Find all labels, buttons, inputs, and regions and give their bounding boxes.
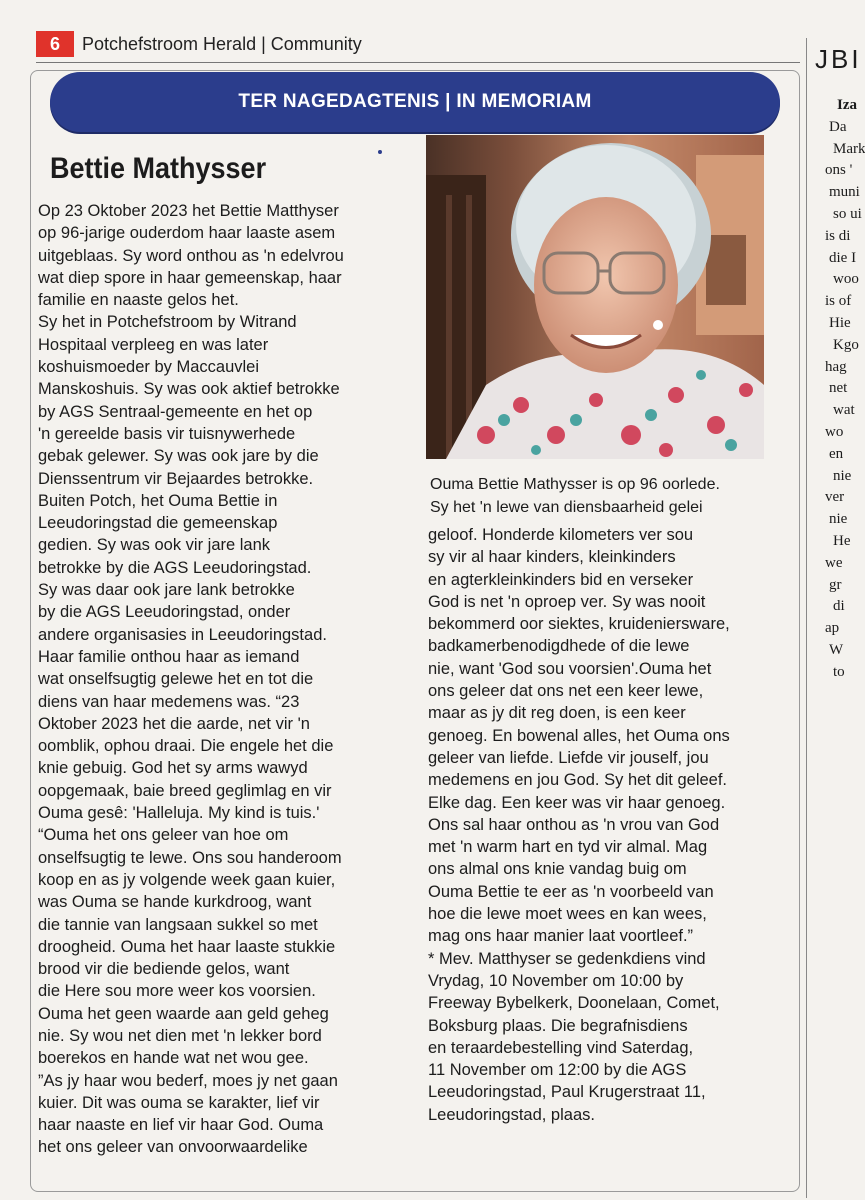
article-text-line: by AGS Sentraal-gemeente en het op: [38, 402, 313, 421]
article-text-line: wat onselfsugtig gelewe het en tot die: [38, 670, 314, 689]
article-text-line: bekommerd oor siektes, kruideniersware,: [428, 615, 730, 634]
adjacent-text-line: Kgo: [833, 336, 859, 353]
article-text-line: brood vir die bediende gelos, want: [38, 960, 290, 979]
article-text-line: Manskoshuis. Sy was ook aktief betrokke: [38, 380, 340, 399]
adjacent-text-line: He: [833, 532, 851, 549]
article-text-line: ”As jy haar wou bederf, moes jy net gaan: [38, 1071, 338, 1090]
article-text-line: boerekos en hande wat net wou gee.: [38, 1049, 309, 1068]
article-text-line: familie en naaste gelos het.: [38, 291, 239, 310]
article-text-line: badkamerbenodigdhede of die lewe: [428, 637, 690, 656]
adjacent-text-line: so ui: [833, 205, 862, 222]
article-text-line: hoe die lewe moet wees en kan wees,: [428, 905, 707, 924]
article-text-line: gedien. Sy was ook vir jare lank: [38, 536, 271, 555]
section-banner: [50, 72, 780, 132]
article-text-line: medemens en jou God. Sy het dit geleef.: [428, 771, 728, 790]
adjacent-text-line: nie: [829, 511, 848, 528]
adjacent-text-line: W: [829, 641, 844, 658]
article-text-line: betrokke by die AGS Leeudoringstad.: [38, 558, 312, 577]
article-text-line: Oktober 2023 het die aarde, net vir 'n: [38, 714, 310, 733]
header-rule: [36, 62, 800, 63]
article-text-line: onselfsugtig te lewe. Ons sou handeroom: [38, 848, 342, 867]
article-text-line: God is net 'n oproep ver. Sy was nooit: [428, 592, 706, 611]
article-text-line: oomblik, ophou draai. Die engele het die: [38, 737, 334, 756]
article-text-line: op 96-jarige ouderdom haar laaste asem: [38, 224, 336, 243]
article-text-line: by die AGS Leeudoringstad, onder: [38, 603, 291, 622]
article-text-line: het ons geleer van onvoorwaardelike: [38, 1138, 308, 1157]
adjacent-text-line: we: [825, 554, 843, 571]
article-text-line: 'n gereelde basis vir tuisnywerhede: [38, 424, 296, 443]
adjacent-text-line: nie: [833, 467, 852, 484]
portrait-photo: [426, 135, 764, 459]
article-text-line: en agterkleinkinders bid en verseker: [428, 570, 694, 589]
adjacent-text-line: Mark: [833, 140, 865, 157]
article-text-line: genoeg. En bowenal alles, het Ouma ons: [428, 726, 730, 745]
caption-line: Sy het 'n lewe van diensbaarheid gelei: [430, 498, 703, 516]
article-text-line: haar naaste en lief vir haar God. Ouma: [38, 1116, 324, 1135]
article-text-line: andere organisasies in Leeudoringstad.: [38, 625, 327, 644]
article-text-line: koop en as jy volgende week gaan kuier,: [38, 870, 336, 889]
photo-caption: [430, 474, 780, 519]
article-text-line: Ons sal haar onthou as 'n vrou van God: [428, 815, 720, 834]
article-text-line: met 'n warm hart en tyd vir almal. Mag: [428, 838, 708, 857]
adjacent-text-line: di: [833, 598, 845, 615]
article-text-line: nie, want 'God sou voorsien'.Ouma het: [428, 659, 712, 678]
article-text-line: Leeudoringstad die gemeenskap: [38, 514, 278, 533]
adjacent-text-line: woo: [833, 271, 859, 288]
article-text-line: nie. Sy wou net dien met 'n lekker bord: [38, 1026, 322, 1045]
article-column-2: [428, 524, 798, 1126]
article-text-line: Op 23 Oktober 2023 het Bettie Matthyser: [38, 202, 339, 220]
article-text-line: Boksburg plaas. Die begrafnisdiens: [428, 1016, 688, 1035]
adjacent-text-line: is of: [825, 293, 852, 310]
adjacent-text-line: is di: [825, 227, 851, 244]
article-text-line: ons geleer dat ons net een keer lewe,: [428, 682, 704, 701]
article-text-line: koshuismoeder by Maccauvlei: [38, 358, 260, 377]
page-header: [36, 30, 362, 58]
article-text-line: maar as jy dit reg doen, is een keer: [428, 704, 686, 723]
article-text-line: Buiten Potch, het Ouma Bettie in: [38, 491, 278, 510]
adjacent-text-line: Hie: [829, 314, 851, 331]
article-text-line: was Ouma se hande kurkdroog, want: [38, 893, 312, 912]
article-text-line: die tannie van langsaan sukkel so met: [38, 915, 318, 934]
adjacent-text-line: gr: [829, 576, 842, 593]
article-text-line: geloof. Honderde kilometers ver sou: [428, 526, 694, 544]
article-text-line: en teraardebestelling vind Saterdag,: [428, 1038, 694, 1057]
article-text-line: wat diep spore in haar gemeenskap, haar: [38, 268, 342, 287]
article-text-line: “Ouma het ons geleer van hoe om: [38, 826, 289, 845]
adjacent-article-fragment: [806, 38, 865, 1198]
article-text-line: oopgemaak, baie breed geglimlag en vir: [38, 781, 332, 800]
adjacent-text-line: ver: [825, 489, 845, 506]
article-text-line: Vrydag, 10 November om 10:00 by: [428, 971, 684, 990]
article-text-line: Leeudoringstad, Paul Krugerstraat 11,: [428, 1083, 706, 1102]
article-text-line: knie gebuig. God het sy arms wawyd: [38, 759, 308, 778]
article-text-line: 11 November om 12:00 by die AGS: [428, 1061, 687, 1080]
article-text-line: Sy het in Potchefstroom by Witrand: [38, 313, 297, 332]
article-text-line: Freeway Bybelkerk, Doonelaan, Comet,: [428, 994, 720, 1013]
adjacent-text-line: muni: [829, 184, 860, 201]
article-text-line: mag ons haar manier laat voortleef.”: [428, 927, 694, 946]
adjacent-text-line: ap: [825, 620, 840, 637]
article-text-line: Ouma Bettie te eer as 'n voorbeeld van: [428, 882, 714, 901]
headline: Bettie Mathysser: [50, 152, 267, 185]
article-column-1: [38, 200, 410, 1159]
article-text-line: sy vir al haar kinders, kleinkinders: [428, 548, 676, 567]
adjacent-title: JBI: [815, 44, 862, 74]
article-text-line: droogheid. Ouma het haar laaste stukkie: [38, 937, 336, 956]
caption-line: Ouma Bettie Mathysser is op 96 oorlede.: [430, 476, 720, 493]
article-text-line: Ouma het geen waarde aan geld geheg: [38, 1004, 329, 1023]
article-text-line: diens van haar medemens was. “23: [38, 692, 300, 711]
adjacent-text-line: net: [829, 380, 848, 397]
banner-title: TER NAGEDAGTENIS | IN MEMORIAM: [238, 91, 592, 112]
adjacent-text-line: en: [829, 445, 844, 462]
article-text-line: * Mev. Matthyser se gedenkdiens vind: [428, 949, 706, 968]
article-text-line: Leeudoringstad, plaas.: [428, 1105, 595, 1124]
article-text-line: Dienssentrum vir Bejaardes betrokke.: [38, 469, 314, 488]
publication-title: Potchefstroom Herald | Community: [82, 33, 362, 54]
article-text-line: Ouma gesê: 'Halleluja. My kind is tuis.': [38, 804, 320, 823]
adjacent-text-line: to: [833, 663, 845, 680]
article-text-line: Hospitaal verpleeg en was later: [38, 335, 269, 354]
portrait-illustration: [426, 135, 764, 459]
adjacent-text-line: die I: [829, 249, 857, 266]
article-text-line: Sy was daar ook jare lank betrokke: [38, 581, 295, 600]
article-text-line: kuier. Dit was ouma se karakter, lief vir: [38, 1093, 320, 1112]
page-number: 6: [36, 31, 74, 57]
article-text-line: Elke dag. Een keer was vir haar genoeg.: [428, 793, 726, 812]
adjacent-text-line: wat: [833, 402, 855, 419]
article-text-line: uitgeblaas. Sy word onthou as 'n edelvrou: [38, 246, 344, 265]
article-text-line: ons almal ons knie vandag buig om: [428, 860, 687, 879]
article-text-line: gebak gelewer. Sy was ook jare by die: [38, 447, 319, 466]
adjacent-text-line: Iza: [837, 97, 857, 113]
adjacent-text-line: Da: [829, 118, 847, 135]
adjacent-text: [807, 95, 865, 684]
article-text-line: Haar familie onthou haar as iemand: [38, 647, 300, 666]
decorative-dot: [378, 150, 382, 154]
adjacent-text-line: ons ': [825, 162, 853, 179]
adjacent-text-line: hag: [825, 358, 847, 375]
adjacent-text-line: wo: [825, 423, 844, 440]
article-text-line: geleer van liefde. Liefde vir jouself, jou: [428, 748, 709, 767]
article-text-line: die Here sou more weer kos voorsien.: [38, 982, 316, 1001]
